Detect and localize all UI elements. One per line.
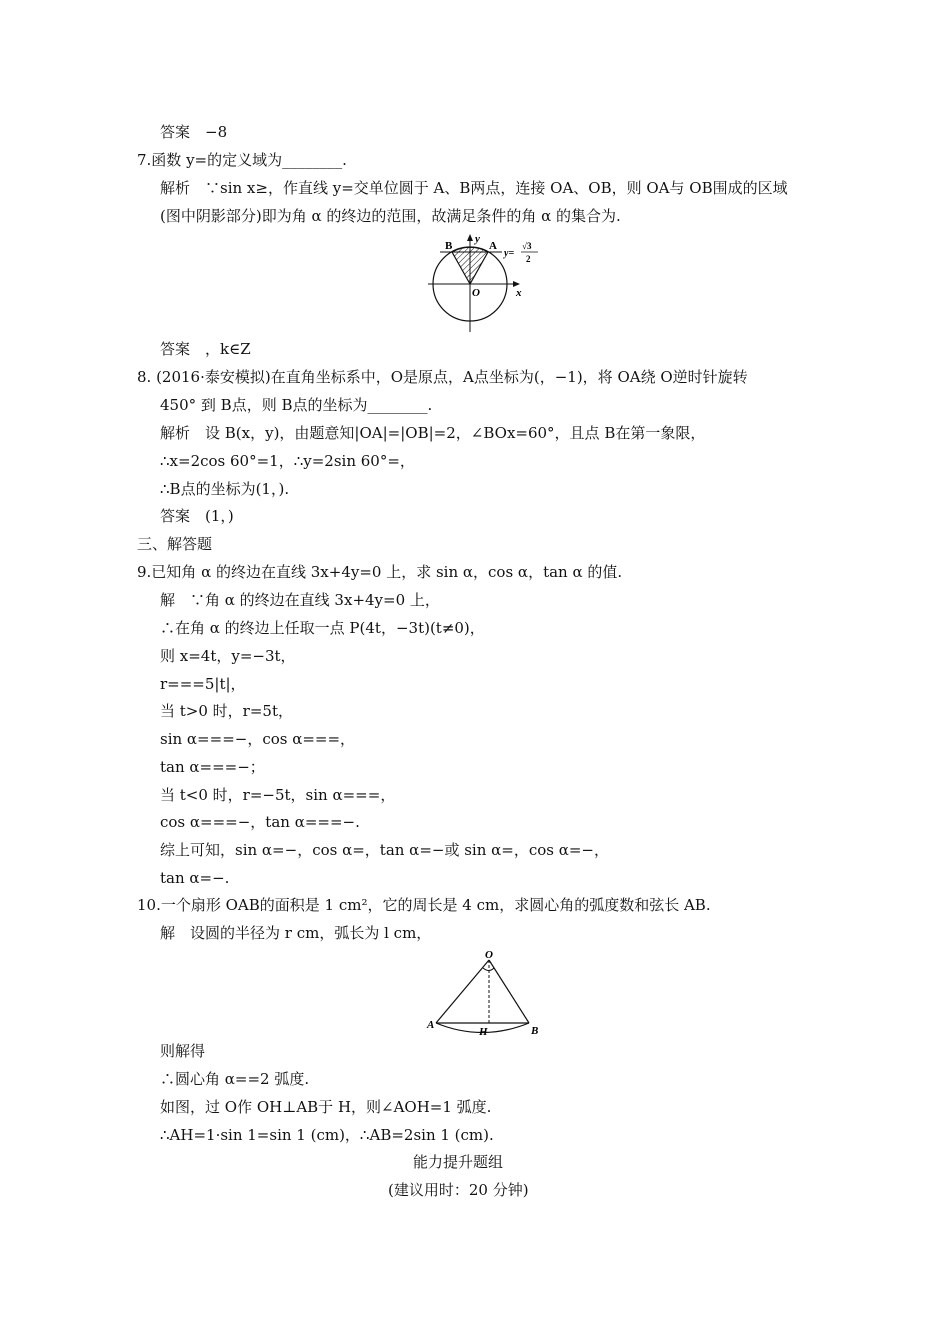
answer-6: 答案 −8 [160, 123, 228, 141]
solution-9-line8: 当 t<0 时，r=−5t，sin α===， [160, 786, 396, 804]
solution-9-line6: sin α===−，cos α===， [160, 730, 356, 748]
section-title: 能力提升题组 [413, 1153, 504, 1171]
analysis-8-line2: ∴x=2cos 60°=1，∴y=2sin 60°=， [160, 452, 415, 470]
question-8-line1: 8. (2016·泰安模拟)在直角坐标系中，O是原点，A点坐标为(，−1)，将 OA绕 O逆时针旋转 [137, 368, 748, 386]
solution-9-line7: tan α===−； [160, 758, 265, 776]
answer-8: 答案 (1，) [160, 507, 234, 525]
solution-9-line3: 则 x=4t，y=−3t， [160, 647, 296, 665]
solution-9-line9: cos α===−，tan α===−. [160, 813, 360, 831]
label-o: O [472, 287, 480, 299]
label-y: y [475, 233, 480, 245]
solution-10-line1: 解 设圆的半径为 r cm，弧长为 l cm， [160, 924, 432, 942]
analysis-7-line1: 解析 ∵sin x≥，作直线 y=交单位圆于 A、B两点，连接 OA、OB，则 OA与 OB围成的区域 [160, 179, 788, 197]
sector-label-b: B [531, 1025, 539, 1037]
solution-10-line4: 如图，过 O作 OH⊥AB于 H，则∠AOH=1 弧度. [160, 1098, 492, 1116]
angle-arc-icon [483, 968, 494, 971]
radius-ob [489, 960, 529, 1023]
solution-9-line10: 综上可知，sin α=−，cos α=，tan α=−或 sin α=，cos α=−， [160, 841, 610, 859]
solution-10-line2: 则解得 [160, 1042, 206, 1060]
answer-7: 答案 ，k∈Z [160, 340, 251, 358]
sector-label-h: H [479, 1026, 488, 1038]
question-10: 10.一个扇形 OAB的面积是 1 cm²，它的周长是 4 cm，求圆心角的弧度数和弦长 AB. [137, 896, 711, 914]
solution-9-line11: tan α=−. [160, 869, 230, 887]
solution-9-line5: 当 t>0 时，r=5t， [160, 702, 293, 720]
y-arrow-icon [467, 234, 473, 241]
question-7: 7.函数 y=的定义域为________. [137, 151, 347, 169]
sector-label-a: A [427, 1019, 435, 1031]
solution-10-line5: ∴AH=1·sin 1=sin 1 (cm)，∴AB=2sin 1 (cm). [160, 1126, 494, 1144]
denominator-label: 2 [526, 254, 531, 264]
time-suggestion: (建议用时：20 分钟) [388, 1181, 529, 1199]
line-equation-label: y= [504, 248, 515, 259]
radius-oa [436, 960, 489, 1023]
label-b: B [445, 240, 453, 252]
solution-9-line1: 解 ∵角 α 的终边在直线 3x+4y=0 上， [160, 591, 440, 609]
label-x: x [516, 287, 522, 299]
shaded-sector [452, 247, 488, 284]
solution-9-line4: r===5|t|， [160, 675, 246, 693]
analysis-8-line1: 解析 设 B(x，y)，由题意知|OA|=|OB|=2，∠BOx=60°，且点 B在第一象限， [160, 424, 706, 442]
question-9: 9.已知角 α 的终边在直线 3x+4y=0 上，求 sin α，cos α，tan α 的值. [137, 563, 623, 581]
solution-9-line2: ∴在角 α 的终边上任取一点 P(4t，−3t)(t≠0)， [160, 619, 485, 637]
sector-label-o: O [485, 949, 493, 961]
sector-figure [425, 948, 545, 1038]
analysis-8-line3: ∴B点的坐标为(1，). [160, 480, 290, 498]
section-heading: 三、解答题 [137, 535, 213, 553]
solution-10-line3: ∴圆心角 α==2 弧度. [160, 1070, 310, 1088]
label-a: A [489, 240, 497, 252]
unit-circle-figure [420, 228, 545, 336]
sqrt-three-label: √3 [522, 241, 532, 251]
question-8-line2: 450° 到 B点，则 B点的坐标为________. [160, 396, 433, 414]
analysis-7-line2: (图中阴影部分)即为角 α 的终边的范围，故满足条件的角 α 的集合为. [160, 207, 621, 225]
